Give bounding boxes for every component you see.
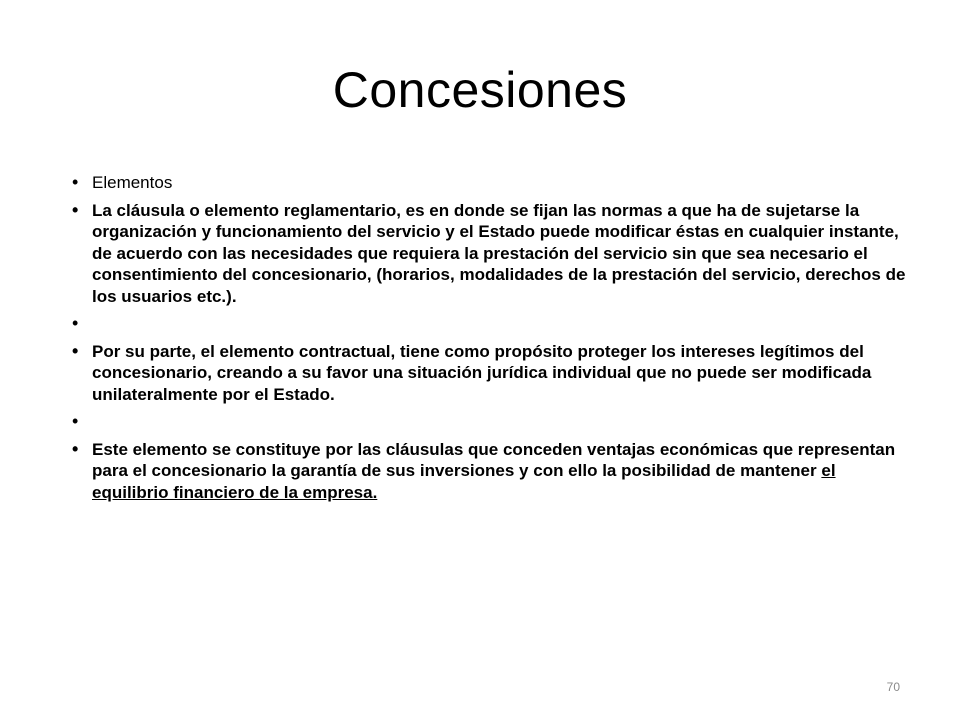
bullet-empty <box>72 313 912 335</box>
bullet-empty <box>72 411 912 433</box>
bullet-clausula-reglamentaria: • La cláusula o elemento reglamentario, es en donde se fijan las normas a que ha de sujetarse la organización y funcionamiento del servicio y el Estado puede modificar éstas en cualquier instante, de acuerdo con las necesidades que requiera la prestación del servicio sin que sea necesario el consentimiento del concesionario, (horarios, modalidades de la prestación del servicio, derechos de los usuarios etc.). <box>72 200 912 308</box>
bullet-clausulas-economicas <box>72 439 912 504</box>
bullet-elemento-contractual: • Por su parte, el elemento contractual, tiene como propósito proteger los intereses legítimos del concesionario, creando a su favor una situación jurídica individual que no puede ser modificada unilateralmente por el Estado. <box>72 341 912 406</box>
bullet-elementos: • Elementos <box>72 172 912 194</box>
bullet-list <box>72 172 912 509</box>
equilibrio-financiero-underlined: el equilibrio financiero de la empresa. <box>92 461 836 502</box>
slide-number: 70 <box>886 680 900 694</box>
bullet-clausulas-economicas-text: Este elemento se constituye por las cláusulas que conceden ventajas económicas que representan para el concesionario la garantía de sus inversiones y con ello la posibilidad de mantener <box>92 439 896 480</box>
slide-title: Concesiones <box>332 62 628 118</box>
